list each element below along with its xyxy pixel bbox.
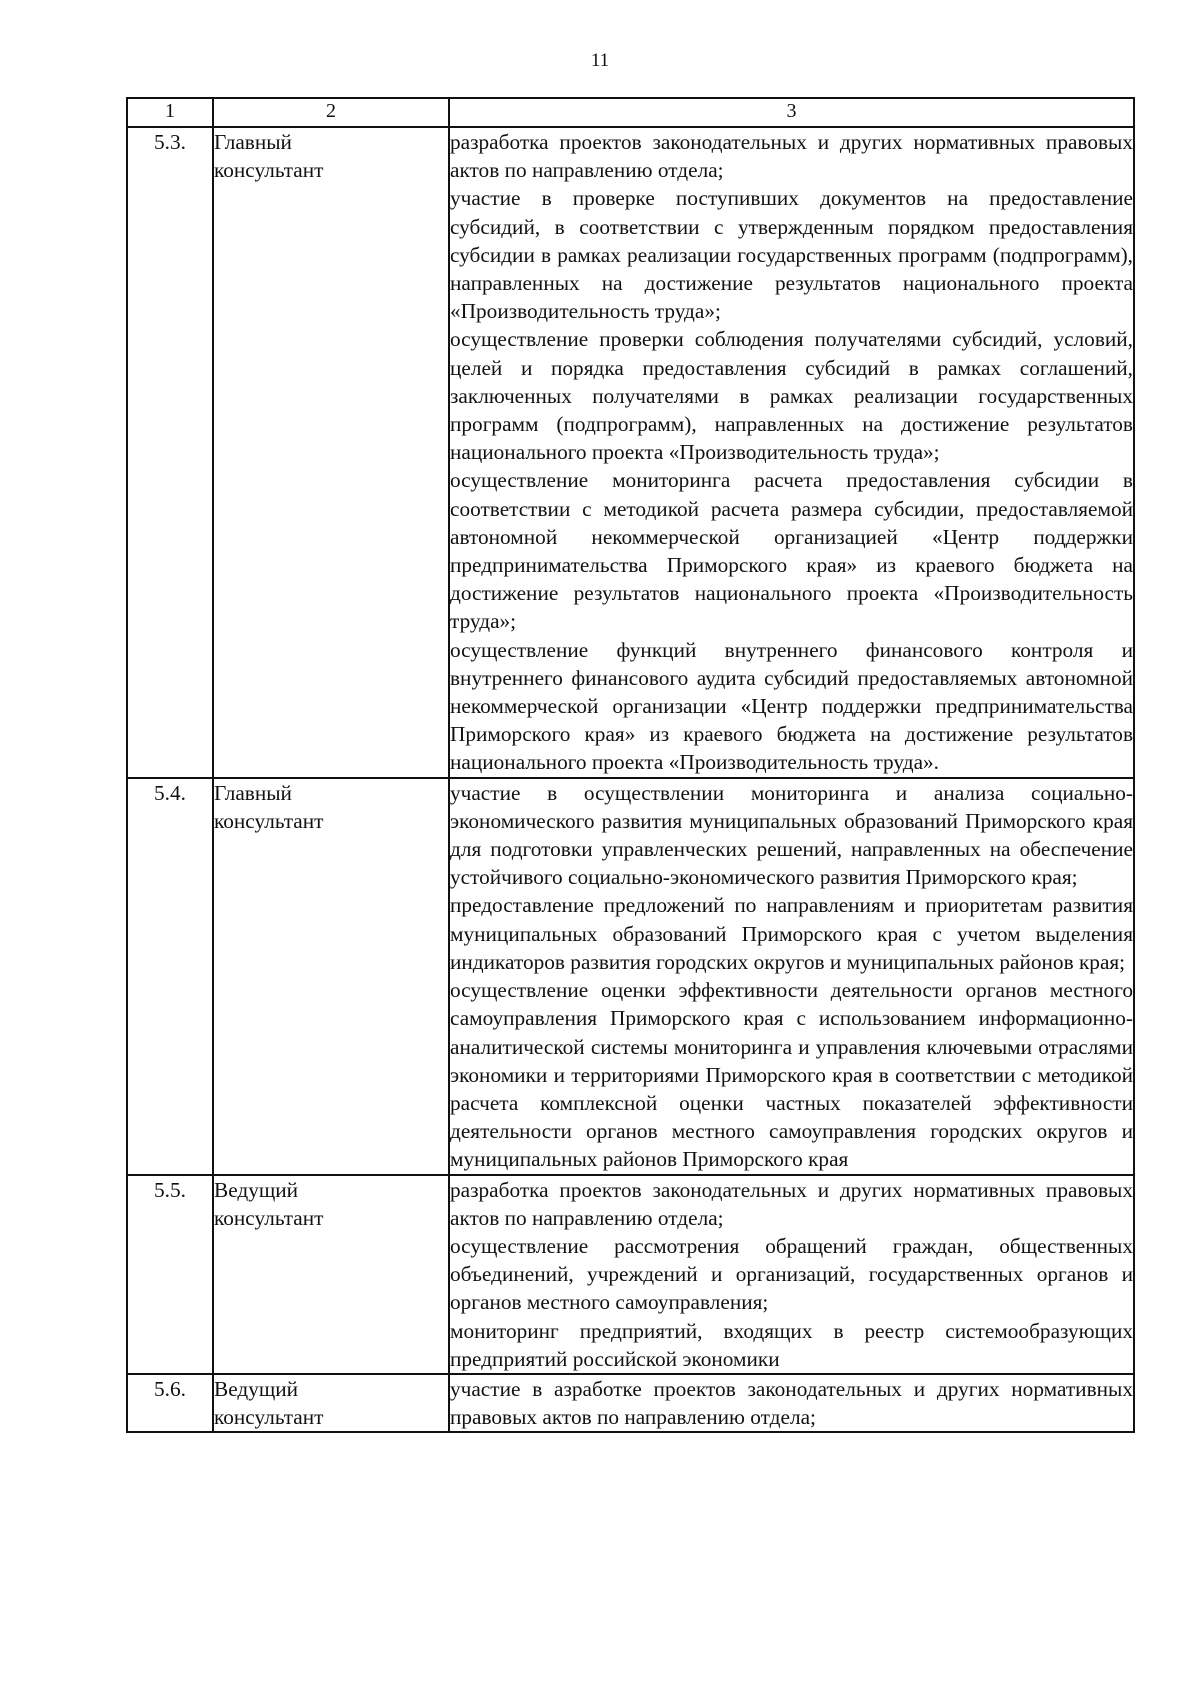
duties-cell	[449, 1175, 1134, 1374]
duty-item: осуществление функций внутреннего финансового контроля и внутреннего финансового аудита субсидий предоставляемых автономной некоммерческой организации «Центр поддержки предпринимательства Приморского края» из краевого бюджета на достижение результатов национального проекта «Производительность труда».	[450, 637, 1133, 775]
duty-item: осуществление проверки соблюдения получателями субсидий, условий, целей и порядка предоставления субсидий в рамках соглашений, заключенных получателями в рамках реализации государственных программ (подпрограмм), направленных на достижение результатов национального проекта «Производительность труда»;	[450, 327, 1133, 465]
column-header-number: 1	[127, 98, 213, 127]
table-row	[127, 778, 1134, 1175]
position-title-line: консультант	[214, 158, 324, 183]
table-header-row	[127, 98, 1134, 127]
duty-item: осуществление рассмотрения обращений граждан, общественных объединений, учреждений и организаций, государственных органов и органов местного самоуправления;	[450, 1233, 1133, 1315]
position-title-line: Главный	[214, 130, 292, 154]
position-title-line: консультант	[214, 808, 324, 833]
table-row	[127, 1374, 1134, 1432]
duty-item: разработка проектов законодательных и других нормативных правовых актов по направлению отдела;	[450, 1177, 1133, 1230]
position-title-line: Ведущий	[214, 1177, 299, 1202]
row-number: 5.5.	[127, 1175, 213, 1374]
table-row	[127, 1175, 1134, 1374]
duties-cell	[449, 1374, 1134, 1432]
column-header-position: 2	[213, 98, 449, 127]
duty-item: осуществление мониторинга расчета предоставления субсидии в соответствии с методикой расчета размера субсидии, предоставляемой автономной некоммерческой организацией «Центр поддержки предпринимательства Приморского края» из краевого бюджета на достижение результатов национального проекта «Производительность труда»;	[450, 468, 1133, 634]
position-title-line: консультант	[214, 1205, 324, 1230]
duty-item: участие в азработке проектов законодательных и других нормативных правовых актов по направлению отдела;	[450, 1376, 1133, 1430]
table-row	[127, 127, 1134, 778]
duty-item: предоставление предложений по направлениям и приоритетам развития муниципальных образований Приморского края с учетом выделения индикаторов развития городских округов и муниципальных районов края;	[450, 893, 1133, 974]
position-title-line: Главный	[214, 780, 292, 805]
row-number: 5.4.	[127, 778, 213, 1175]
duties-cell	[449, 778, 1134, 1175]
position-title	[213, 127, 449, 778]
duty-item: разработка проектов законодательных и других нормативных правовых актов по направлению отдела;	[450, 130, 1133, 183]
duty-item: участие в проверке поступивших документов на предоставление субсидий, в соответствии с утвержденным порядком предоставления субсидии в рамках реализации государственных программ (подпрограмм), направленных на достижение результатов национального проекта «Производительность труда»;	[450, 186, 1133, 324]
duty-item: мониторинг предприятий, входящих в реестр системообразующих предприятий российской экономики	[450, 1318, 1133, 1371]
row-number: 5.3.	[127, 127, 213, 778]
duties-cell	[449, 127, 1134, 778]
position-title	[213, 1175, 449, 1374]
position-title	[213, 778, 449, 1175]
position-title-line: Ведущий	[214, 1376, 299, 1401]
column-header-duties: 3	[449, 98, 1134, 127]
duty-item: осуществление оценки эффективности деятельности органов местного самоуправления Приморского края с использованием информационно-аналитической системы мониторинга и управления ключевыми отраслями экономики и территориями Приморского края в соответствии с методикой расчета комплексной оценки частных показателей эффективности деятельности органов местного самоуправления городских округов и муниципальных районов Приморского края	[450, 978, 1133, 1172]
duty-item: участие в осуществлении мониторинга и анализа социально-экономического развития муниципальных образований Приморского края для подготовки управленческих решений, направленных на обеспечение устойчивого социально-экономического развития Приморского края;	[450, 780, 1133, 890]
page-number: 11	[590, 50, 610, 71]
row-number: 5.6.	[127, 1374, 213, 1432]
duties-table	[126, 97, 1135, 1433]
position-title-line: консультант	[214, 1405, 324, 1430]
position-title	[213, 1374, 449, 1432]
